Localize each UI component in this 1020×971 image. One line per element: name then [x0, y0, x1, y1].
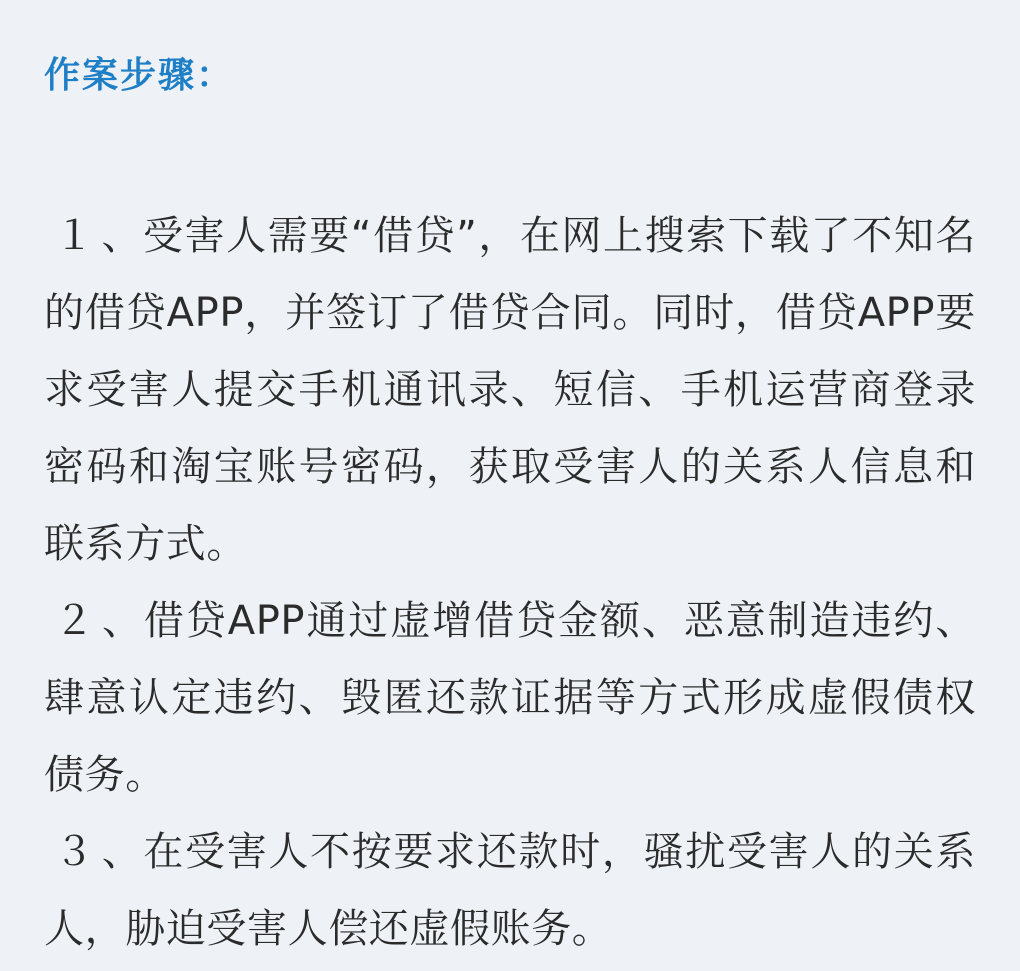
step-text: 、受害人需要“借贷”，在网上搜索下载了不知名的借贷APP，并签订了借贷合同。同时，借贷APP要求受害人提交手机通讯录、短信、手机运营商登录密码和淘宝账号密码，获取受害人的关系人信息和联系方式。 [44, 213, 976, 567]
step-number: ２ [54, 598, 95, 644]
step-number: ３ [54, 829, 95, 875]
step-text: 、在受害人不按要求还款时，骚扰受害人的关系人，胁迫受害人偿还虚假账务。 [44, 829, 976, 952]
step-number: １ [54, 213, 95, 259]
section-heading: 作案步骤： [44, 55, 235, 96]
step-item-2 [44, 583, 976, 814]
step-item-1 [44, 198, 976, 583]
steps-list [44, 198, 976, 968]
step-text: 、借贷APP通过虚增借贷金额、恶意制造违约、肆意认定违约、毁匿还款证据等方式形成虚假债权债务。 [44, 598, 976, 798]
step-item-3 [44, 814, 976, 968]
